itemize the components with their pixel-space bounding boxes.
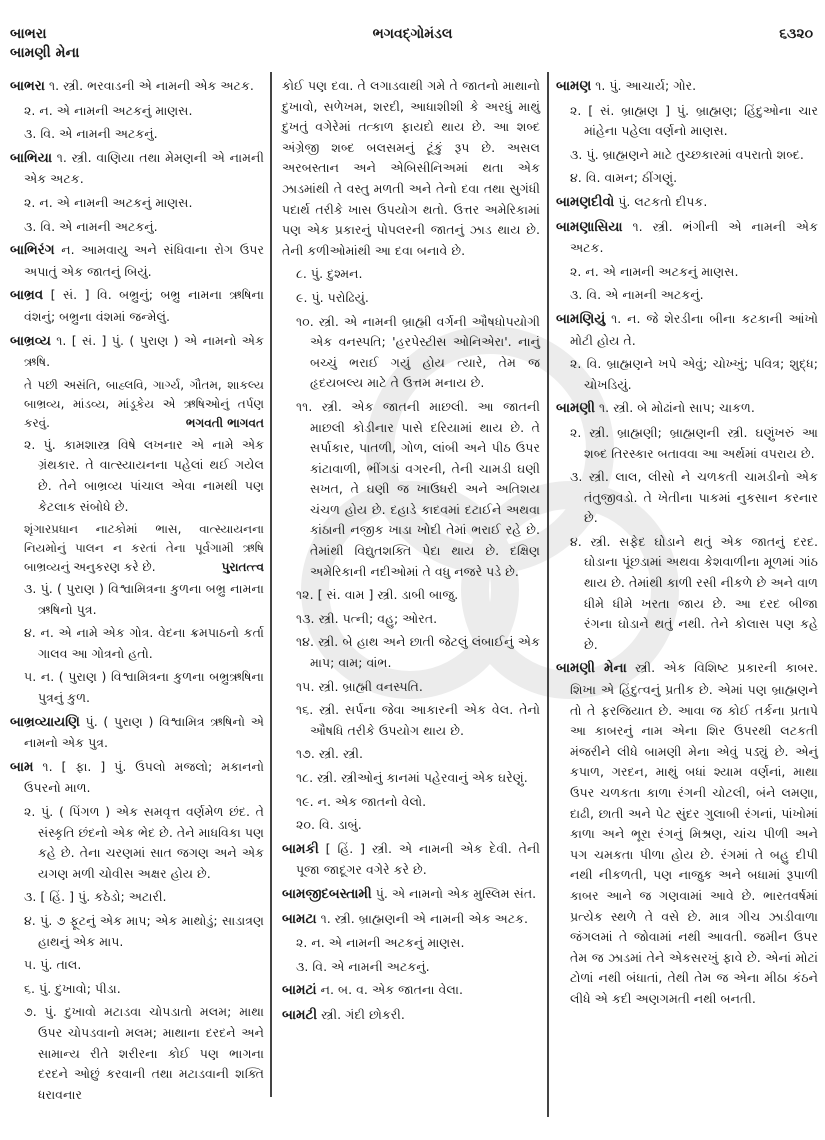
sense-definition: ૧૨. [ સં. વામ ] સ્ત્રી. ડાબી બાજુ. — [296, 587, 459, 603]
quote-source: પુરાતત્ત્વ — [221, 560, 264, 575]
headword: બાભરા — [10, 79, 45, 94]
column-3 — [556, 76, 818, 1013]
definition-text: ૧. સ્ત્રી. બે મોઢાંનો સાપ; ચાકળ. — [599, 400, 755, 416]
sense-definition: ૪. સ્ત્રી. સફેદ ઘોડાને થતું એક જાતનું દરદ. ઘોડાના પૂંછડામાં અથવા કેશવાળીના મૂળમાં ગાંઠ થાય છે. તેમાંથી કાળી રસી નીકળે છે અને વાળ ધીમે ધીમે ખરતા જાય છે. આ દરદ બીજા રંગના ઘોડાને થતું નથી. તેને કોલાસ પણ કહે છે. — [570, 533, 818, 652]
dictionary-entry — [10, 757, 264, 799]
definition-text: ૧. [ ફા. ] પું. ઉપલો મજલો; મકાનનો ઉપરનો માળ. — [24, 758, 264, 796]
headword: બાભ્રવ્ય — [10, 333, 51, 349]
definition-text: [ હિં. ] સ્ત્રી. એ નામની એક દેવી. તેની પૂજા જાદૂગર વગેરે કરે છે. — [296, 840, 540, 878]
sense-definition: ૨. ન. એ નામની અટકનું માણસ. — [24, 102, 193, 118]
sense-definition: ૨. પું. કામશાસ્ત્ર વિષે લખનાર એ નામે એક ગ્રંથકાર. તે વાત્સ્યાયનના પહેલાં થઈ ગયેલ છે. તેને બાભ્રવ્ય પાંચાલ એવા નામથી પણ કેટલાક સંબોધે છે. — [24, 436, 264, 514]
sense-definition: ૩. પું. ( પુરાણ ) વિશ્વામિત્રના કુળના બભ્રુ નામના ઋષિનો પુત્ર. — [24, 581, 264, 617]
column-divider — [270, 72, 272, 1097]
headword: બામણદીવો — [556, 194, 615, 210]
quote-text: તે પછી અસંતિ, બાહ્લવિ, ગાર્ગ્ય, ગૌતમ, શાકલ્ય બાભ્રવ્ય, માંડવ્ય, માંડૂકેય એ ઋષિઓનું તર્પણ કરવું. — [24, 377, 264, 430]
book-title: ભગવદ્ગોમંડલ — [372, 26, 453, 42]
sense-definition: ૨. પું. ( પિંગળ ) એક સમવૃત્ત વર્ણમેળ છંદ. તે સંસ્કૃતિ છંદનો એક ભેદ છે. તેને માધવિકા પણ કહે છે. તેના ચરણમાં સાત જગણ અને એક યગણ મળી ચોવીસ અક્ષર હોય છે. — [24, 804, 264, 881]
dictionary-entry — [556, 76, 818, 98]
dictionary-entry — [10, 331, 264, 373]
sense-definition: ૫. પું. તાલ. — [24, 957, 82, 973]
sense-definition: ૩. વિ. એ નામની અટકનું. — [296, 958, 430, 974]
sense-definition: ૧૩. સ્ત્રી. પત્ની; વહુ; ઓરત. — [296, 610, 438, 626]
sense-definition: ૩. [ હિં. ] પું. કઠેડો; અટારી. — [24, 889, 167, 905]
sense-definition: ૧૦. સ્ત્રી. એ નામની બ્રાહ્મી વર્ગની ઔષધોપયોગી એક વનસ્પતિ; 'હરપેસ્ટીસ ઓનિએરા'. નાનું બચ્ચું ભરાઈ ગયું હોય ત્યારે, તેમ જ હૃદયબલ્ય માટે તે ઉત્તમ મનાય છે. — [296, 313, 540, 391]
headword: બાભ્રવ્યાયણિ — [10, 714, 80, 730]
dictionary-entry — [282, 839, 540, 881]
dictionary-entry — [282, 980, 540, 1002]
sense-definition: ૪. પું. ૭ ફૂટનું એક માપ; એક માથોડું; સાડાત્રણ હાથનું એક માપ. — [24, 913, 264, 949]
dictionary-entry — [556, 217, 818, 259]
definition-text: પું. એ નામનો એક મુસ્લિમ સંત. — [375, 885, 537, 901]
continued-definition: કોઈ પણ દવા. તે લગાડવાથી ગમે તે જાતનો માથાનો દુખાવો, સળેખમ, શરદી, આધાશીશી કે અરધું માથું દુખતું વગેરેમાં તત્કાળ ફાયદો થાય છે. આ શબ્દ અંગ્રેજી શબ્દ બલસમનું ટૂંકું રૂપ છે. અસલ અરબસ્તાન અને એબિસીનિઅમાં થતા એક ઝાડમાંથી તે વસ્તુ મળતી અને તેનો દવા તથા સુગંધી પદાર્થ તરીકે ખાસ ઉપયોગ થતો. ઉત્તર અમેરિકામાં પણ એક પ્રકારનું પોપલરની જાતનું ઝાડ થાય છે. તેની કળીઓમાંથી આ દવા બનાવે છે. — [282, 78, 540, 258]
sense-definition: ૩. સ્ત્રી. લાલ, લીસો ને ચળકતી ચામડીનો એક તંતુજીવડો. તે ખેતીના પાકમાં નુકસાન કરનાર છે. — [570, 469, 818, 526]
definition-text: ન. આમવાયુ અને સંધિવાના રોગ ઉપર અપાતું એક જાતનું બિયું. — [24, 242, 264, 279]
definition-text: ૧. સ્ત્રી. બ્રાહ્મણની એ નામની એક અટક. — [320, 910, 529, 926]
dictionary-entry — [10, 712, 264, 754]
quote-source: ભગવતી ભાગવત — [185, 415, 264, 430]
definition-text: ૧. ન. જે શેરડીના બીના કટકાની આંખો મોટી હોય તે. — [570, 310, 818, 348]
headword: બામટી — [282, 1007, 318, 1023]
definition-text: ૧. સ્ત્રી. વાણિયા તથા મેમણની એ નામની એક અટક. — [24, 149, 264, 187]
sense-definition: ૯. પું. પરોઢિયું. — [296, 289, 369, 305]
headword: બાભિરંગ — [10, 243, 55, 259]
headword: બામણિયું — [556, 311, 606, 327]
column-1 — [10, 76, 264, 1108]
dictionary-entry — [556, 398, 818, 420]
definition-text: ૧. [ સં. ] પું. ( પુરાણ ) એ નામનો એક ઋષિ. — [24, 332, 264, 370]
definition-text: પું. લટકતો દીપક. — [618, 193, 708, 209]
definition-text: સ્ત્રી. એક વિશિષ્ટ પ્રકારની કાબર. શિખા એ હિંદુત્વનું પ્રતીક છે. એમાં પણ બ્રાહ્મણને તો તે ફરજિયાત છે. આવા જ કોઈ તર્કના પ્રતાપે આ કાબરનું નામ એના શિર ઉપરથી લટકતી મંજરીને લીધે બામણી મેના એવું પડ્યું છે. એનું કપાળ, ગરદન, માથું બધાં શ્યામ વર્ણનાં, માથા ઉપર ચળકતા કાળા રંગની ચોટલી, બંને લમણા, દાઢી, છાતી અને પેટ સુંદર ગુલાબી રંગનાં, પાંખોમાં કાળા અને ભૂરા રંગનું મિશ્રણ, ચાંચ પીળી અને પગ ચમકતા પીળા હોય છે. રંગમાં તે બહુ દીપી નથી નીકળતી, પણ નાજુક અને બધામાં રૂપાળી કાબર આને જ ગણવામાં આવે છે. ભારતવર્ષમાં પ્રત્યેક સ્થળે તે વસે છે. માત્ર ગીચ ઝાડીવાળા જંગલમાં તે જોવામાં નથી આવતી. જમીન ઉપર તેમ જ ઝાડમાં તેને એકસરખું ફાવે છે. એનાં મોટાં ટોળાં નથી બંધાતાં, તેથી તેમ જ એના મીઠા કંઠને લીધે એ કદી અણગમતી નથી બનતી. — [570, 660, 818, 1006]
dictionary-entry — [10, 148, 264, 190]
sense-definition: ૨. ન. એ નામની અટકનું માણસ. — [570, 263, 739, 279]
quote-text: શૃંગારપ્રધાન નાટકોમાં ભાસ, વાત્સ્યાયનના નિયમોનું પાલન ન કરતાં તેના પૂર્વગામી ઋષિ બાભ્રવ્યનું અનુકરણ કરે છે. — [24, 522, 264, 575]
sense-definition: ૪. વિ. વામન; ઠીંગણું. — [570, 170, 678, 186]
headword: બામણી મેના — [556, 661, 627, 677]
sense-definition: ૫. ન. ( પુરાણ ) વિશ્વામિત્રના કુળના બભ્રુઋષિના પુત્રનું કુળ. — [24, 669, 264, 706]
dictionary-entry — [556, 192, 818, 214]
citation-quote — [10, 520, 264, 577]
headword: બામણી — [556, 401, 595, 417]
definition-text: સ્ત્રી. ગંદી છોકરી. — [321, 1006, 405, 1022]
definition-text: ન. બ. વ. એક જાતના વેલા. — [320, 982, 463, 998]
sense-definition: ૩. વિ. એ નામની અટકનું. — [24, 218, 158, 234]
dictionary-entry — [282, 1005, 540, 1027]
headword: બામકી — [282, 841, 319, 857]
sense-definition: ૪. ન. એ નામે એક ગોત્ર. વેદના ક્રમપાઠનો કર્તા ગાલવ આ ગોત્રનો હતો. — [24, 625, 264, 661]
sense-definition: ૨૦. વિ. ડાબું. — [296, 817, 362, 833]
dictionary-entry — [282, 909, 540, 931]
sense-definition: ૧૫. સ્ત્રી. બ્રાહ્મી વનસ્પતિ. — [296, 678, 423, 694]
page-header — [0, 0, 825, 60]
first-guide-word: બાભરા — [10, 26, 47, 42]
headword: બામજીદબસ્તામી — [282, 886, 372, 902]
headword: બાભિયા — [10, 150, 53, 166]
sense-definition: ૩. વિ. એ નામની અટકનું. — [24, 126, 158, 142]
headword: બામટા — [282, 911, 317, 927]
sense-definition: ૨. [ સં. બ્રાહ્મણ ] પું. બ્રાહ્મણ; હિંદુઓના ચાર માંહેના પહેલા વર્ણનો માણસ. — [570, 102, 818, 139]
last-guide-word: બામણી મેના — [10, 45, 80, 61]
sense-definition: ૨. સ્ત્રી. બ્રાહ્મણી; બ્રાહ્મણની સ્ત્રી. ઘણુંખરું આ શબ્દ તિરસ્કાર બતાવવા આ અર્થમાં વપરાય છે. — [570, 424, 818, 461]
sense-definition: ૧૯. ન. એક જાતનો વેલો. — [296, 793, 427, 809]
dictionary-entry — [10, 240, 264, 282]
dictionary-entry — [556, 309, 818, 351]
sense-definition: ૧૭. સ્ત્રી. સ્ત્રી. — [296, 746, 363, 762]
definition-text: ૧. સ્ત્રી. ભંગીની એ નામની એક અટક. — [570, 218, 818, 256]
headword: બાભ્રવ — [10, 288, 44, 304]
sense-definition: ૧૪. સ્ત્રી. બે હાથ અને છાતી જેટલું લંબાઈનું એક માપ; વામ; વાંભ. — [296, 634, 540, 671]
sense-definition: ૭. પું. દુખાવો મટાડવા ચોપડાતો મલમ; માથા ઉપર ચોપડવાનો મલમ; માથાના દરદને અને સામાન્ય રીતે શરીરના કોઈ પણ ભાગના દરદને ઓછું કરવાની તથા મટાડવાની શક્તિ ધરાવનાર — [24, 1004, 264, 1102]
sense-definition: ૩. પું. બ્રાહ્મણને માટે તુચ્છકારમાં વપરાતો શબ્દ. — [570, 146, 804, 162]
sense-definition: ૧૧. સ્ત્રી. એક જાતની માછલી. આ જાતની માછલી કોડીનાર પાસે દરિયામાં થાય છે. તે સર્પાકાર, પાતળી, ગોળ, લાંબી અને પીઠ ઉપર કાંટાવાળી, ભીંગડાં વગરની, તેની ચામડી ઘણી સખત, તે ઘણી જ ખાઉધરી અને અતિશય ચંચળ હોય છે. દહાડે કાદવમાં દટાઈને અથવા કાંઠાની નજીક ખાડા ખોદી તેમાં ભરાઈ રહે છે. તેમાંથી વિદ્યુતશક્તિ પેદા થાય છે. દક્ષિણ અમેરિકાની નદીઓમાં તે વધુ નજરે પડે છે. — [296, 398, 540, 579]
sense-definition: ૩. વિ. એ નામની અટકનું. — [570, 287, 704, 303]
dictionary-entry — [282, 884, 540, 906]
dictionary-entry — [10, 285, 264, 327]
sense-definition: ૨. વિ. બ્રાહ્મણને ખપે એવું; ચોખ્ખું; પવિત્ર; શુદ્ધ; ચોખડિયું. — [570, 356, 818, 392]
headword: બામણ — [556, 79, 592, 94]
column-2 — [282, 76, 540, 1030]
definition-text: ૧. સ્ત્રી. ભરવાડની એ નામની એક અટક. — [48, 78, 254, 93]
sense-definition: ૨. ન. એ નામની અટકનું માણસ. — [296, 935, 465, 951]
headword: બામ — [10, 759, 34, 775]
citation-quote — [10, 376, 264, 433]
definition-text: [ સં. ] વિ. બભ્રુનું; બભ્રુ નામના ઋષિના વંશનું; બભ્રુના વંશમાં જન્મેલું. — [24, 287, 264, 324]
definition-text: ૧. પું. આચાર્ય; ગોર. — [595, 78, 697, 93]
dictionary-entry — [556, 658, 818, 1009]
headword: બામણાસિયા — [556, 219, 623, 235]
definition-text: પું. ( પુરાણ ) વિશ્વામિત્ર ઋષિનો એ નામનો એક પુત્ર. — [24, 713, 264, 751]
dictionary-entry — [10, 76, 264, 98]
sense-definition: ૧૬. સ્ત્રી. સર્પના જેવા આકારની એક વેલ. તેનો ઔષધિ તરીકે ઉપયોગ થાય છે. — [296, 702, 540, 738]
page-number: ૬૩૨૦ — [779, 26, 813, 42]
sense-definition: ૬. પું. દુખાવો; પીડા. — [24, 980, 121, 996]
headword: બામટાં — [282, 983, 317, 999]
sense-definition: ૧૮. સ્ત્રી. સ્ત્રીઓનું કાનમાં પહેરવાનું એક ઘરેણું. — [296, 770, 528, 785]
column-divider — [547, 72, 549, 1117]
sense-definition: ૨. ન. એ નામની અટકનું માણસ. — [24, 194, 193, 210]
sense-definition: ૮. પું. દુશ્મન. — [296, 266, 363, 282]
